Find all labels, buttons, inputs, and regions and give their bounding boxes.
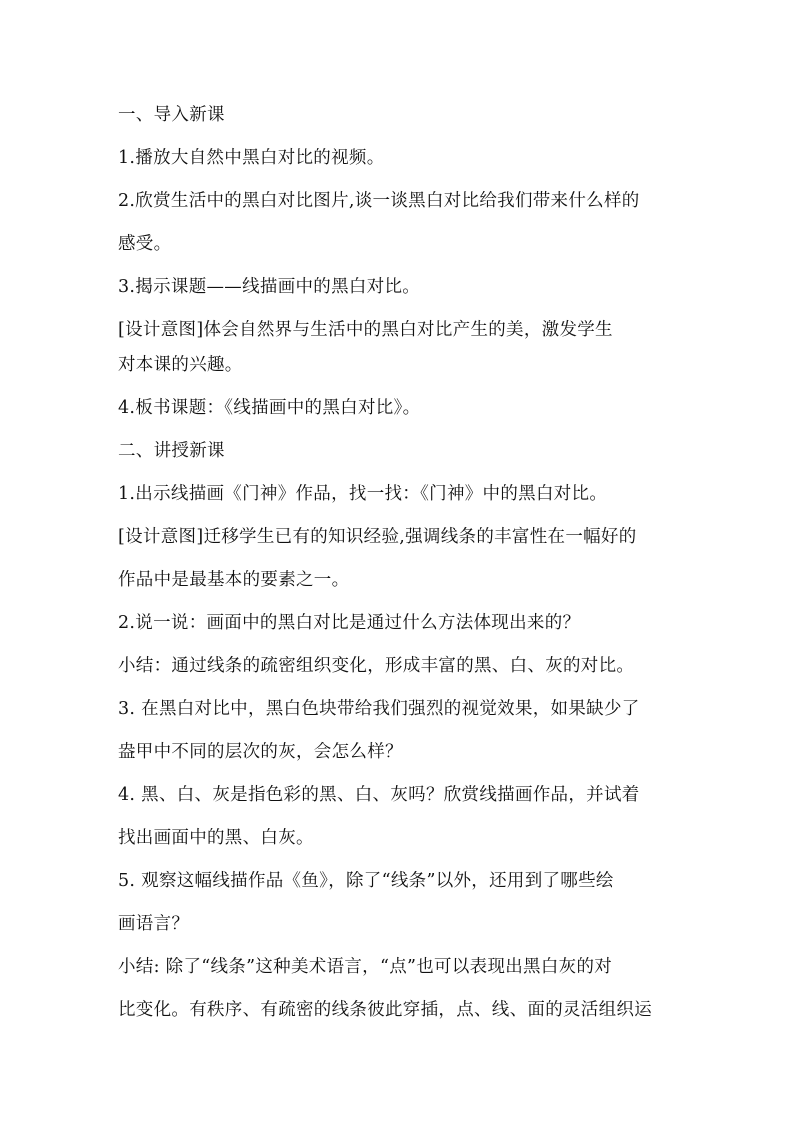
paragraph-line: 感受。: [118, 234, 172, 254]
paragraph-line: 画语言？: [118, 914, 190, 934]
paragraph-line: 2.欣赏生活中的黑白对比图片,谈一谈黑白对比给我们带来什么样的: [118, 191, 640, 211]
section-heading-1: 一、导入新课: [118, 105, 225, 125]
design-intent-line: 对本课的兴趣。: [118, 355, 243, 375]
paragraph-line: 作品中是最基本的要素之一。: [118, 570, 350, 590]
paragraph-line: 4. 黑、白、灰是指色彩的黑、白、灰吗？欣赏线描画作品，并试着: [118, 785, 640, 805]
design-intent-line: [设计意图]体会自然界与生活中的黑白对比产生的美，激发学生: [118, 320, 613, 340]
paragraph-line: 2.说一说：画面中的黑白对比是通过什么方法体现出来的？: [118, 613, 581, 633]
summary-line: 小结：通过线条的疏密组织变化，形成丰富的黑、白、灰的对比。: [118, 656, 635, 676]
design-intent-line: [设计意图]迁移学生已有的知识经验,强调线条的丰富性在一幅好的: [118, 527, 637, 547]
paragraph-line: 4.板书课题：《线描画中的黑白对比》。: [118, 398, 421, 418]
paragraph-line: 盎甲中不同的层次的灰，会怎么样？: [118, 742, 403, 762]
summary-line: 比变化。有秩序、有疏密的线条彼此穿插，点、线、面的灵活组织运: [118, 1000, 652, 1020]
paragraph-line: 找出画面中的黑、白灰。: [118, 828, 314, 848]
summary-line: 小结: 除了“线条”这种美术语言，“点”也可以表现出黑白灰的对: [118, 957, 613, 977]
paragraph-line: 3. 在黑白对比中，黑白色块带给我们强烈的视觉效果，如果缺少了: [118, 699, 640, 719]
paragraph-line: 5. 观察这幅线描作品《鱼》，除了“线条”以外，还用到了哪些绘: [118, 871, 614, 891]
paragraph-line: 1.出示线描画《门神》作品，找一找：《门神》中的黑白对比。: [118, 484, 608, 504]
paragraph-line: 3.揭示课题——线描画中的黑白对比。: [118, 277, 421, 297]
paragraph-line: 1.播放大自然中黑白对比的视频。: [118, 148, 385, 168]
section-heading-2: 二、讲授新课: [118, 441, 225, 461]
